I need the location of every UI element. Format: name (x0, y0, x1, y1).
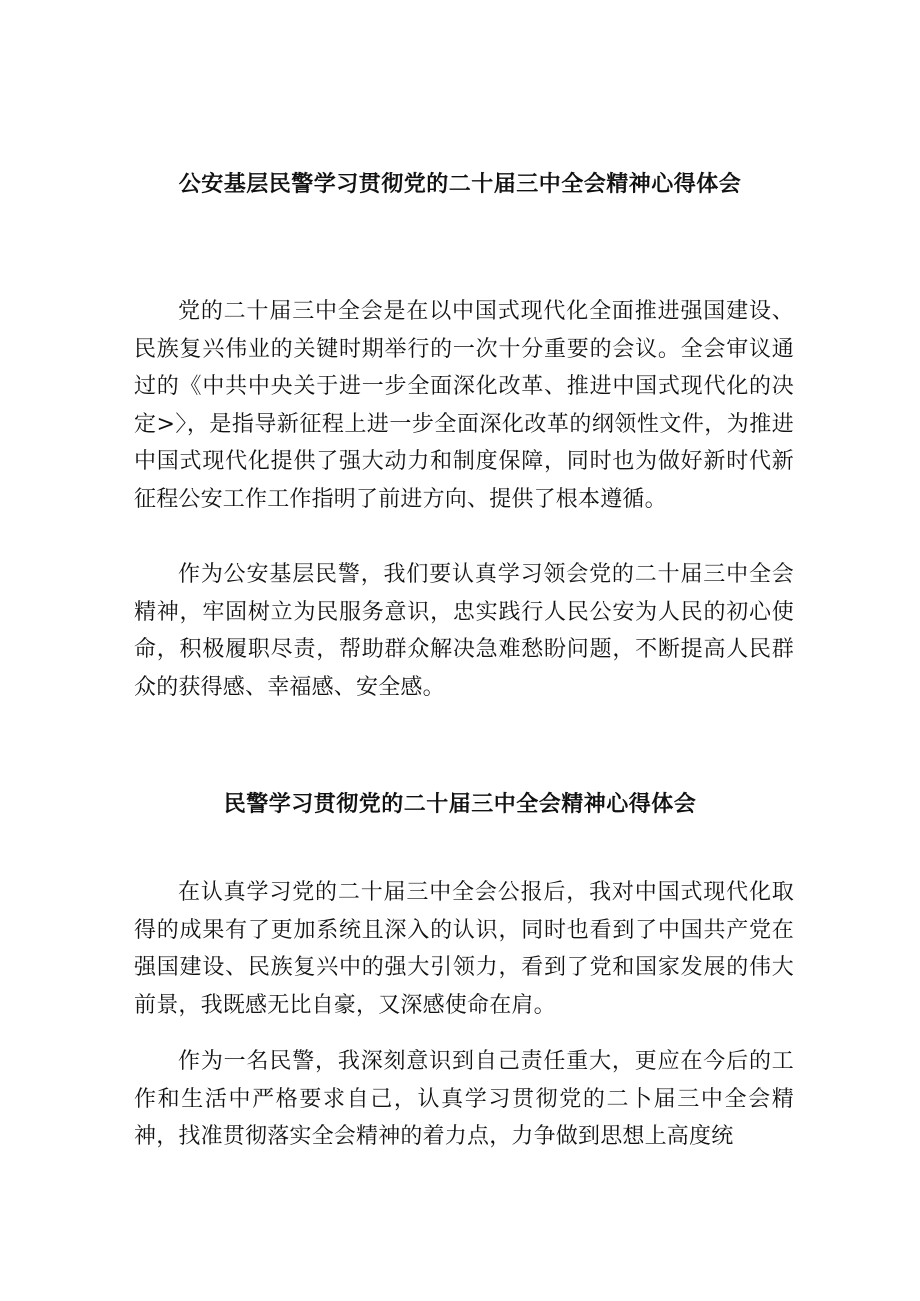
body-paragraph: 作为一名民警，我深刻意识到自己责任重大，更应在今后的工作和生活中严格要求自己，认真学习贯彻党的二卜届三中全会精神，找准贯彻落实全会精神的着力点，力争做到思想上高度统 (134, 1049, 794, 1150)
document-title: 公安基层民警学习贯彻党的二十届三中全会精神心得体会 (178, 172, 742, 197)
body-paragraph: 党的二十届三中全会是在以中国式现代化全面推进强国建设、民族复兴伟业的关键时期举行的一次十分重要的会议。全会审议通过的《中共中央关于进一步全面深化改革、推进中国式现代化的决定>〉，是指导新征程上进一步全面深化改革的纲领性文件，为推进中国式现代化提供了强大动力和制度保障，同时也为做好新时代新征程公安工作工作指明了前进方向、提供了根本遵循。 (134, 299, 794, 512)
section-title: 民警学习贯彻党的二十届三中全会精神心得体会 (223, 792, 697, 817)
body-paragraph: 作为公安基层民警，我们要认真学习领会党的二十届三中全会精神，牢固树立为民服务意识，忠实践行人民公安为人民的初心使命，积极履职尽责，帮助群众解决急难愁盼问题，不断提高人民群众的获得感、幸福感、安全感。 (134, 562, 794, 700)
body-paragraph: 在认真学习党的二十届三中全会公报后，我对中国式现代化取得的成果有了更加系统且深入的认识，同时也看到了中国共产党在强国建设、民族复兴中的强大引领力，看到了党和国家发展的伟大前景，我既感无比自豪，又深感使命在肩。 (134, 880, 794, 1018)
